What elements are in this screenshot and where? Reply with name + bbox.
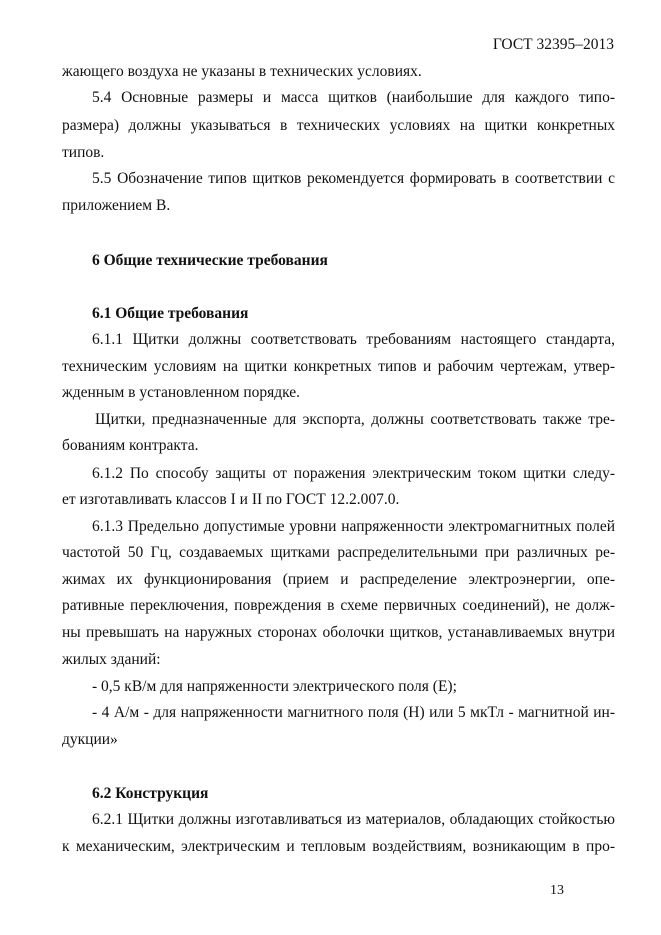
text-line: 6.1.3 Предельно допустимые уровни напряженности электромагнитных полей xyxy=(92,518,615,535)
text-line: 5.4 Основные размеры и масса щитков (наибольшие для каждого типо- xyxy=(92,89,615,106)
text-line: типов. xyxy=(62,144,105,161)
text-line: ет изготавливать классов I и II по ГОСТ 12.2.007.0. xyxy=(62,491,400,508)
text-line: техническим условиям на щитки конкретных типов и рабочим чертежам, утвер- xyxy=(62,358,615,375)
list-item: - 0,5 кВ/м для напряженности электрического поля (Е); xyxy=(92,678,457,695)
list-item: - 4 А/м - для напряженности магнитного поля (Н) или 5 мкТл - магнитной ин- xyxy=(92,704,615,721)
text-line: 6.2.1 Щитки должны изготавливаться из материалов, обладающих стойкостью xyxy=(92,811,615,828)
text-line: 5.5 Обозначение типов щитков рекомендуется формировать в соответствии с xyxy=(92,170,615,187)
text-line: приложением В. xyxy=(62,197,171,214)
text-line: размера) должны указываться в технических условиях на щитки конкретных xyxy=(62,117,615,134)
text-line: дукции» xyxy=(62,731,118,748)
subsection-heading: 6.1 Общие требования xyxy=(92,305,249,322)
text-line: жающего воздуха не указаны в технических условиях. xyxy=(62,63,422,80)
text-line: ны превышать на наружных сторонах оболочки щитков, устанавливаемых внутри xyxy=(62,624,615,641)
standard-header: ГОСТ 32395–2013 xyxy=(492,36,614,53)
text-line: бованиям контракта. xyxy=(62,437,199,454)
text-line: жилых зданий: xyxy=(62,651,161,668)
section-heading: 6 Общие технические требования xyxy=(92,252,328,269)
text-line: Щитки, предназначенные для экспорта, должны соответствовать также тре- xyxy=(95,411,615,428)
text-line: ративные переключения, повреждения в схеме первичных соединений), не долж- xyxy=(62,597,615,614)
text-line: частотой 50 Гц, создаваемых щитками распределительными при различных ре- xyxy=(62,544,615,561)
page-number: 13 xyxy=(550,883,564,898)
text-line: к механическим, электрическим и тепловым воздействиям, возникающим в про- xyxy=(62,838,615,855)
text-line: 6.1.1 Щитки должны соответствовать требованиям настоящего стандарта, xyxy=(92,331,615,348)
text-line: жимах их функционирования (прием и распределение электроэнергии, опе- xyxy=(62,571,615,588)
text-line: жденным в установленном порядке. xyxy=(62,384,301,401)
text-line: 6.1.2 По способу защиты от поражения электрическим током щитки следу- xyxy=(92,465,615,482)
subsection-heading: 6.2 Конструкция xyxy=(92,785,209,802)
